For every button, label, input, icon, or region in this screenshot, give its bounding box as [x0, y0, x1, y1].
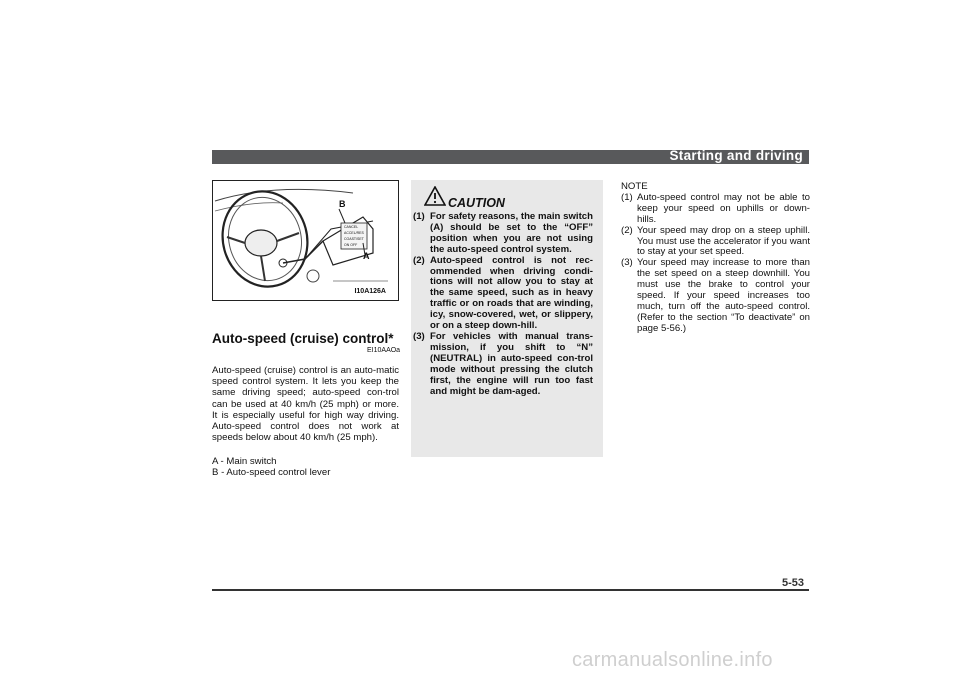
switch-label-cancel: CANCEL — [344, 225, 359, 229]
legend-item-a: A - Main switch — [212, 456, 277, 467]
figure-code: I10A126A — [354, 288, 386, 295]
note-item-number: (1) — [621, 191, 633, 203]
caution-item-number: (3) — [413, 330, 425, 342]
note-block — [621, 182, 810, 335]
section-header-bar — [212, 150, 809, 164]
caution-item — [413, 332, 593, 397]
watermark-text: carmanualsonline.info — [572, 649, 773, 671]
caution-item-text: For safety reasons, the main switch (A) should be set to the “OFF” position when you are not using the auto-speed control system. — [430, 211, 593, 255]
caution-item-number: (1) — [413, 211, 425, 222]
note-item-text: Your speed may increase to more than the set speed on a steep downhill. You must use the brake to control your speed. If your speed increases too much, turn off the auto-speed control. (Refer to the section “To deactivate” on page 5-56.) — [637, 257, 810, 334]
note-item-text: Auto-speed control may not be able to keep your speed on uphills or down-hills. — [637, 191, 810, 225]
note-item — [621, 226, 810, 259]
page-number: 5-53 — [782, 577, 805, 589]
caution-item-text: For vehicles with manual trans-mission, if you shift to “N” (NEUTRAL) in auto-speed con-trol mode without pressing the clutch first, the engine will run too fast and might be dam-aged. — [430, 330, 593, 397]
switch-label-onoff: ON OFF — [344, 243, 358, 247]
note-item-number: (3) — [621, 257, 633, 269]
figure-label-a: A — [363, 251, 370, 261]
note-title: NOTE — [621, 181, 648, 192]
caution-item-number: (2) — [413, 254, 425, 266]
section-header-title: Starting and driving — [669, 148, 803, 163]
section-title: Auto-speed (cruise) control* — [212, 331, 394, 346]
figure-legend — [212, 456, 399, 478]
caution-item-text: Auto-speed control is not rec-ommended when driving condi-tions will not allow you to stay at the same speed, such as in heavy traffic or on roads that are winding, icy, snow-covered, wet, or slippery, or on a steep down-hill. — [430, 254, 593, 332]
note-item — [621, 258, 810, 334]
note-item-text: Your speed may drop on a steep uphill. You must use the accelerator if you want to stay at your set speed. — [637, 224, 810, 258]
caution-title: CAUTION — [448, 196, 505, 210]
switch-label-accel: ACCEL/RES — [344, 231, 364, 235]
legend-item-b: B - Auto-speed control lever — [212, 467, 331, 478]
section-body: Auto-speed (cruise) control is an auto-matic speed control system. It lets you keep the same driving speed; auto-speed con-trol can be used at 40 km/h (25 mph) or more. It is especially useful for high way driving. Auto-speed control does not work at speeds below about 40 km/h (25 mph). — [212, 365, 399, 444]
caution-item — [413, 212, 593, 256]
cruise-control-illustration — [212, 180, 399, 301]
steering-wheel-drawing — [213, 181, 398, 300]
warning-triangle-icon — [424, 186, 446, 206]
figure-label-b: B — [339, 199, 346, 209]
caution-item — [413, 256, 593, 332]
note-item-number: (2) — [621, 224, 633, 236]
switch-label-coast: COAST/SET — [344, 237, 364, 241]
note-item — [621, 193, 810, 226]
section-code: EI10AAOa — [367, 347, 401, 354]
caution-list — [413, 212, 593, 397]
footer-rule — [212, 589, 809, 591]
